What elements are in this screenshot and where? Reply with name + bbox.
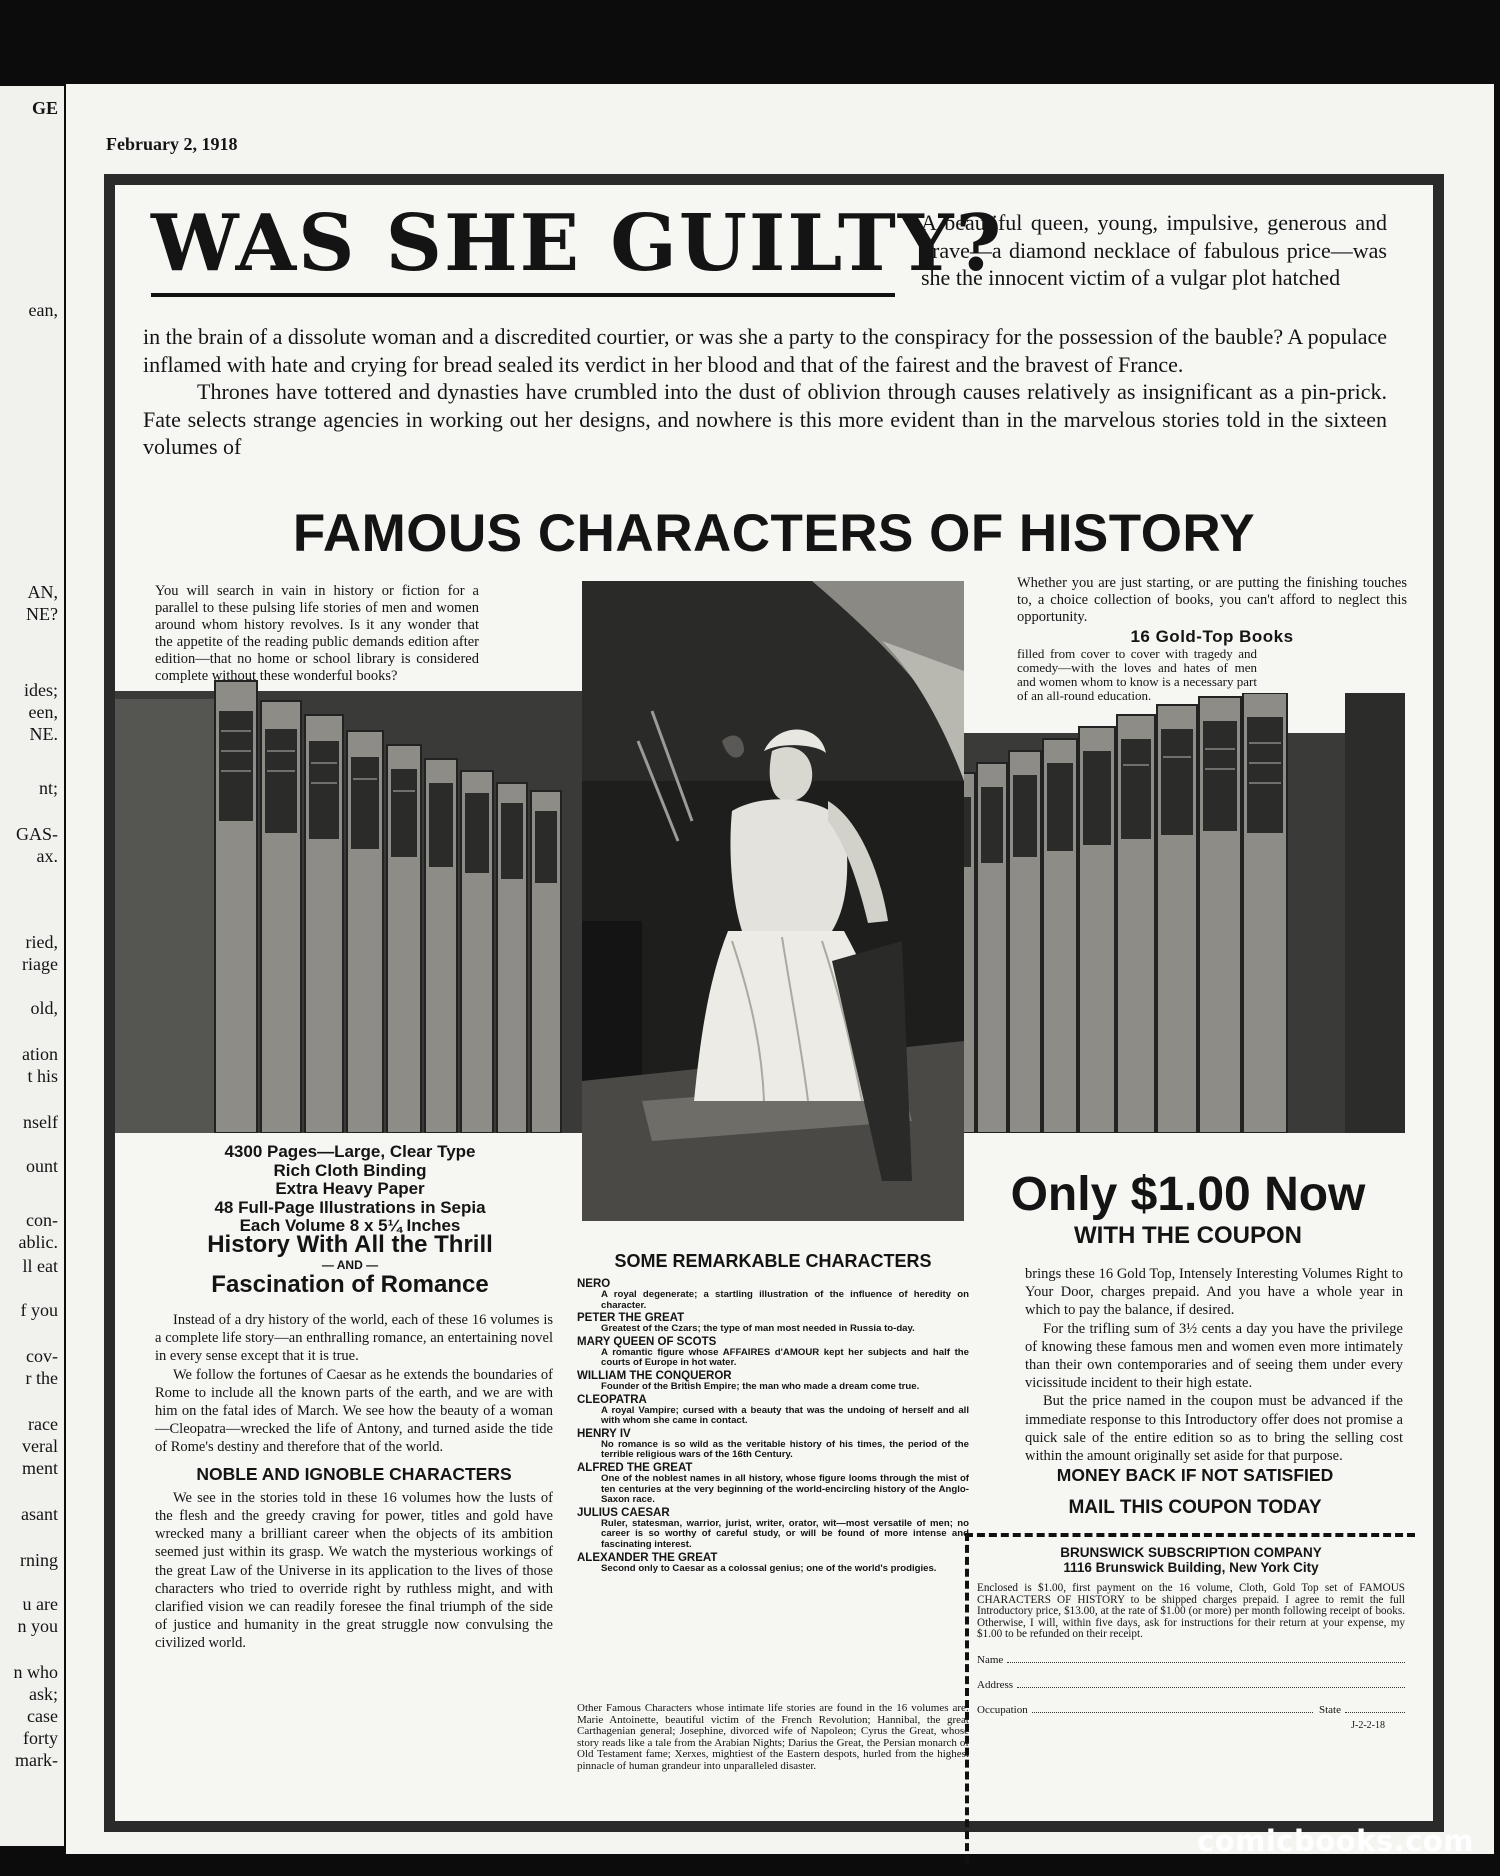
prev-frag: ount: [25, 1156, 58, 1176]
prev-frag: GAS-: [15, 824, 58, 844]
prev-frag: nt;: [38, 778, 58, 798]
character-desc: A royal Vampire; cursed with a beauty that was the undoing of herself and all with whom she came in contact.: [601, 1404, 969, 1427]
thrill-and: — AND —: [321, 1258, 379, 1272]
left-body-column: [155, 1311, 553, 1653]
prev-frag: een,: [28, 702, 58, 722]
character-name: NERO: [577, 1278, 611, 1290]
left-body-paragraph: Instead of a dry history of the world, each of these 16 volumes is a complete life story—an enthralling romance, an entertaining novel in every sense except that it is true.: [155, 1312, 553, 1365]
left-body-paragraph: We see in the stories told in these 16 volumes how the lusts of the flesh and the greedy craving for power, titles and gold have wrecked many a brilliant career when the objects of its ambition seemed just within its grasp. We watch the mysterious workings of the great Law of the Universe in its application to the lives of those characters who tried to override right by ruthless might, and with clarified vision we can readily foresee the final triumph of the side of justice and humanity in the great struggle now convulsing the civilized world.: [155, 1489, 553, 1652]
prev-frag: GE: [31, 98, 58, 118]
prev-frag: NE?: [26, 604, 58, 624]
state-line[interactable]: [1345, 1703, 1405, 1713]
character-desc: A royal degenerate; a startling illustration of the influence of heredity on character.: [601, 1289, 969, 1311]
coupon-address-field[interactable]: [977, 1678, 1405, 1691]
intro-paragraph-2: Thrones have tottered and dynasties have crumbled into the dust of oblivion through causes relatively as insignificant as a pin-prick. Fate selects strange agencies in working out her designs, and nowhere is this more evident than in the marvelous stories told in the sixteen volumes of: [143, 379, 1387, 459]
character-desc: Greatest of the Czars; the type of man most needed in Russia to-day.: [601, 1323, 915, 1335]
with-coupon-heading: WITH THE COUPON: [1074, 1222, 1302, 1249]
right-promo-text-2: filled from cover to cover with tragedy and comedy—with the loves and hates of men and women whom to know is a necessary part of an all-round education.: [1017, 646, 1257, 703]
coupon-state-label: State: [1319, 1703, 1341, 1716]
prev-frag: ask;: [29, 1684, 58, 1704]
advertisement-frame: [104, 174, 1444, 1832]
spec-line: 4300 Pages—Large, Clear Type: [224, 1142, 476, 1161]
right-promo-text: Whether you are just starting, or are putting the finishing touches to, a choice collection of books, you can't afford to neglect this opportunity.: [1017, 575, 1407, 625]
prev-frag: f you: [20, 1300, 58, 1320]
prev-frag: n who: [13, 1662, 58, 1682]
prev-frag: forty: [23, 1728, 58, 1748]
coupon-occupation-label: Occupation: [977, 1703, 1028, 1716]
characters-list: [577, 1278, 969, 1575]
left-promo-text: You will search in vain in history or fiction for a parallel to these pulsing life stories of men and women around whom history revolves. Is it any wonder that the appetite of the reading public demands edition after edition—that no home or school library is considered complete without these wonderful books?: [155, 583, 479, 684]
right-body-column: [1025, 1265, 1403, 1465]
occupation-line[interactable]: [1032, 1703, 1313, 1713]
spec-line: Rich Cloth Binding: [273, 1160, 427, 1180]
character-name: HENRY IV: [577, 1427, 631, 1440]
prev-frag: case: [27, 1706, 58, 1726]
book-set-right-illustration: [947, 693, 1405, 1133]
prev-frag: ablic.: [18, 1232, 58, 1252]
intro-continuation: in the brain of a dissolute woman and a discredited courtier, or was she a party to the conspiracy for the possession of the bauble? A populace inflamed with hate and crying for bread sealed its verdict in her blood and that of the fairest and the bravest of France.: [143, 324, 1387, 377]
coupon-company: BRUNSWICK SUBSCRIPTION COMPANY: [1060, 1545, 1322, 1560]
left-promo-copy: [155, 583, 479, 685]
character-name: WILLIAM THE CONQUEROR: [577, 1369, 732, 1382]
prev-frag: ment: [22, 1458, 58, 1478]
right-promo-copy: [1017, 575, 1407, 703]
address-line[interactable]: [1017, 1678, 1405, 1688]
character-name: ALEXANDER THE GREAT: [577, 1551, 718, 1564]
prev-frag: old,: [30, 998, 58, 1018]
thrill-heading-line-2: Fascination of Romance: [211, 1271, 489, 1298]
coupon-name-label: Name: [977, 1653, 1004, 1666]
prev-frag: ation: [22, 1044, 58, 1064]
queen-portrait-illustration: [582, 581, 964, 1221]
character-desc: Second only to Caesar as a colossal genius; one of the world's prodigies.: [601, 1562, 937, 1574]
prev-frag: ax.: [36, 846, 58, 866]
prev-frag: rning: [20, 1550, 58, 1570]
coupon-occupation-field[interactable]: [977, 1703, 1405, 1716]
prev-frag: race: [28, 1414, 58, 1434]
prev-frag: r the: [25, 1368, 58, 1388]
coupon-address: 1116 Brunswick Building, New York City: [1063, 1560, 1319, 1575]
right-body-paragraph: For the trifling sum of 3½ cents a day you have the privilege of knowing these famous men and women even more intimately than their own contemporaries and of seeing them under every vicissitude incident to their high estate.: [1025, 1320, 1403, 1392]
thrill-heading: [151, 1231, 549, 1299]
prev-frag: ean,: [28, 300, 58, 320]
character-name: MARY QUEEN OF SCOTS: [577, 1335, 717, 1348]
prev-frag: t his: [27, 1066, 58, 1086]
prev-frag: NE.: [29, 724, 58, 744]
prev-frag: ll eat: [22, 1256, 58, 1276]
prev-frag: nself: [23, 1112, 58, 1132]
prev-frag: cov-: [26, 1346, 58, 1366]
gold-top-heading: 16 Gold-Top Books: [1130, 627, 1294, 646]
character-desc: No romance is so wild as the veritable history of his times, the period of the terrible religious wars of the 16th Century.: [601, 1438, 969, 1461]
book-set-left-illustration: [115, 671, 585, 1133]
intro-right-text: A beautiful queen, young, impulsive, generous and brave—a diamond necklace of fabulous price—was she the innocent victim of a vulgar plot hatched: [921, 210, 1387, 290]
noble-heading: NOBLE AND IGNOBLE CHARACTERS: [196, 1463, 512, 1484]
remarkable-heading: SOME REMARKABLE CHARACTERS: [614, 1251, 932, 1271]
spec-line: 48 Full-Page Illustrations in Sepia: [214, 1197, 486, 1217]
coupon-name-field[interactable]: [977, 1653, 1405, 1666]
right-body-paragraph: brings these 16 Gold Top, Intensely Interesting Volumes Right to Your Door, charges prepaid. And you have a whole year in which to pay the balance, if desired.: [1025, 1266, 1403, 1319]
character-desc: Ruler, statesman, warrior, jurist, writer, orator, wit—most versatile of men; no career is so worthy of careful study, or will be found of more intense and fascinating interest.: [601, 1517, 969, 1550]
headline: WAS SHE GUILTY?: [151, 198, 1004, 289]
magazine-page: [66, 84, 1494, 1854]
character-name: PETER THE GREAT: [577, 1312, 685, 1325]
money-back-heading: MONEY BACK IF NOT SATISFIED: [1056, 1465, 1334, 1485]
prev-frag: ried,: [25, 932, 58, 952]
character-desc: One of the noblest names in all history, whose figure looms through the mist of ten centuries at the very beginning of the world-encircling history of the Anglo-Saxon race.: [601, 1472, 969, 1506]
left-body-paragraph: We follow the fortunes of Caesar as he extends the boundaries of Rome to include all the known parts of the earth, and we are with him on the fatal ides of March. We see how the beauty of a woman—Cleopatra—wrecked the life of Antony, and turned aside the tide of Rome's destiny and therefore that of the world.: [155, 1366, 553, 1456]
right-body-paragraph: But the price named in the coupon must be advanced if the immediate response to this Introductory offer does not promise a quick sale of the entire edition so as to bring the selling cost within the amount originally set aside for that purpose.: [1025, 1393, 1403, 1465]
character-name: ALFRED THE GREAT: [577, 1461, 693, 1474]
headline-rule: [151, 293, 895, 297]
order-coupon: [965, 1533, 1415, 1863]
dateline: February 2, 1918: [106, 134, 238, 154]
character-name: CLEOPATRA: [577, 1393, 647, 1406]
character-desc: Founder of the British Empire; the man who made a dream come true.: [601, 1380, 920, 1392]
thrill-heading-line-1: History With All the Thrill: [207, 1231, 493, 1258]
watermark: comicbooks.com: [1197, 1824, 1474, 1858]
spec-line: Extra Heavy Paper: [275, 1179, 425, 1198]
other-characters-paragraph: Other Famous Characters whose intimate life stories are found in the 16 volumes are: Marie Antoinette, beautiful victim of the French Revolution; Hannibal, the great Carthagenian general; Josephine, divorced wife of Napoleon; Cyrus the Great, whose story reads like a tale from the Arabian Nights; Darius the Great, the Persian monarch of Old Testament fame; Xerxes, mightiest of the Eastern despots, hurled from the highest pinnacle of human grandeur into unparalleled disaster.: [577, 1702, 969, 1772]
intro-body: [143, 323, 1387, 461]
series-title: FAMOUS CHARACTERS OF HISTORY: [292, 504, 1256, 563]
prev-frag: n you: [17, 1616, 58, 1636]
prev-frag: AN,: [27, 582, 58, 602]
book-specs: [151, 1143, 549, 1236]
prev-frag: asant: [21, 1504, 58, 1524]
prev-frag: con-: [26, 1210, 58, 1230]
coupon-address-label: Address: [977, 1678, 1014, 1691]
prev-frag: ides;: [24, 680, 58, 700]
coupon-code: J-2-2-18: [1351, 1719, 1385, 1731]
price-heading: Only $1.00 Now: [1010, 1168, 1366, 1221]
prev-frag: u are: [22, 1594, 58, 1614]
prev-frag: mark-: [15, 1750, 58, 1770]
character-name: JULIUS CAESAR: [577, 1506, 670, 1519]
character-desc: A romantic figure whose AFFAIRES d'AMOUR kept her subjects and half the courts of Europe in hot water.: [601, 1346, 969, 1369]
coupon-terms: Enclosed is $1.00, first payment on the 16 volume, Cloth, Gold Top set of FAMOUS CHARACTERS OF HISTORY to be shipped charges prepaid. I agree to remit the full Introductory price, $13.00, at the rate of $1.00 (or more) per month following receipt of books. Otherwise, I will, within five days, ask for instructions for their return at your expense, my $1.00 to be refunded on their receipt.: [977, 1582, 1405, 1641]
prev-frag: veral: [22, 1436, 58, 1456]
previous-page-edge: [0, 86, 64, 1846]
mail-coupon-heading: MAIL THIS COUPON TODAY: [1068, 1497, 1322, 1518]
name-line[interactable]: [1007, 1653, 1405, 1663]
prev-frag: riage: [22, 954, 58, 974]
spec-line: Each Volume 8 x 5¼ Inches: [239, 1216, 461, 1235]
